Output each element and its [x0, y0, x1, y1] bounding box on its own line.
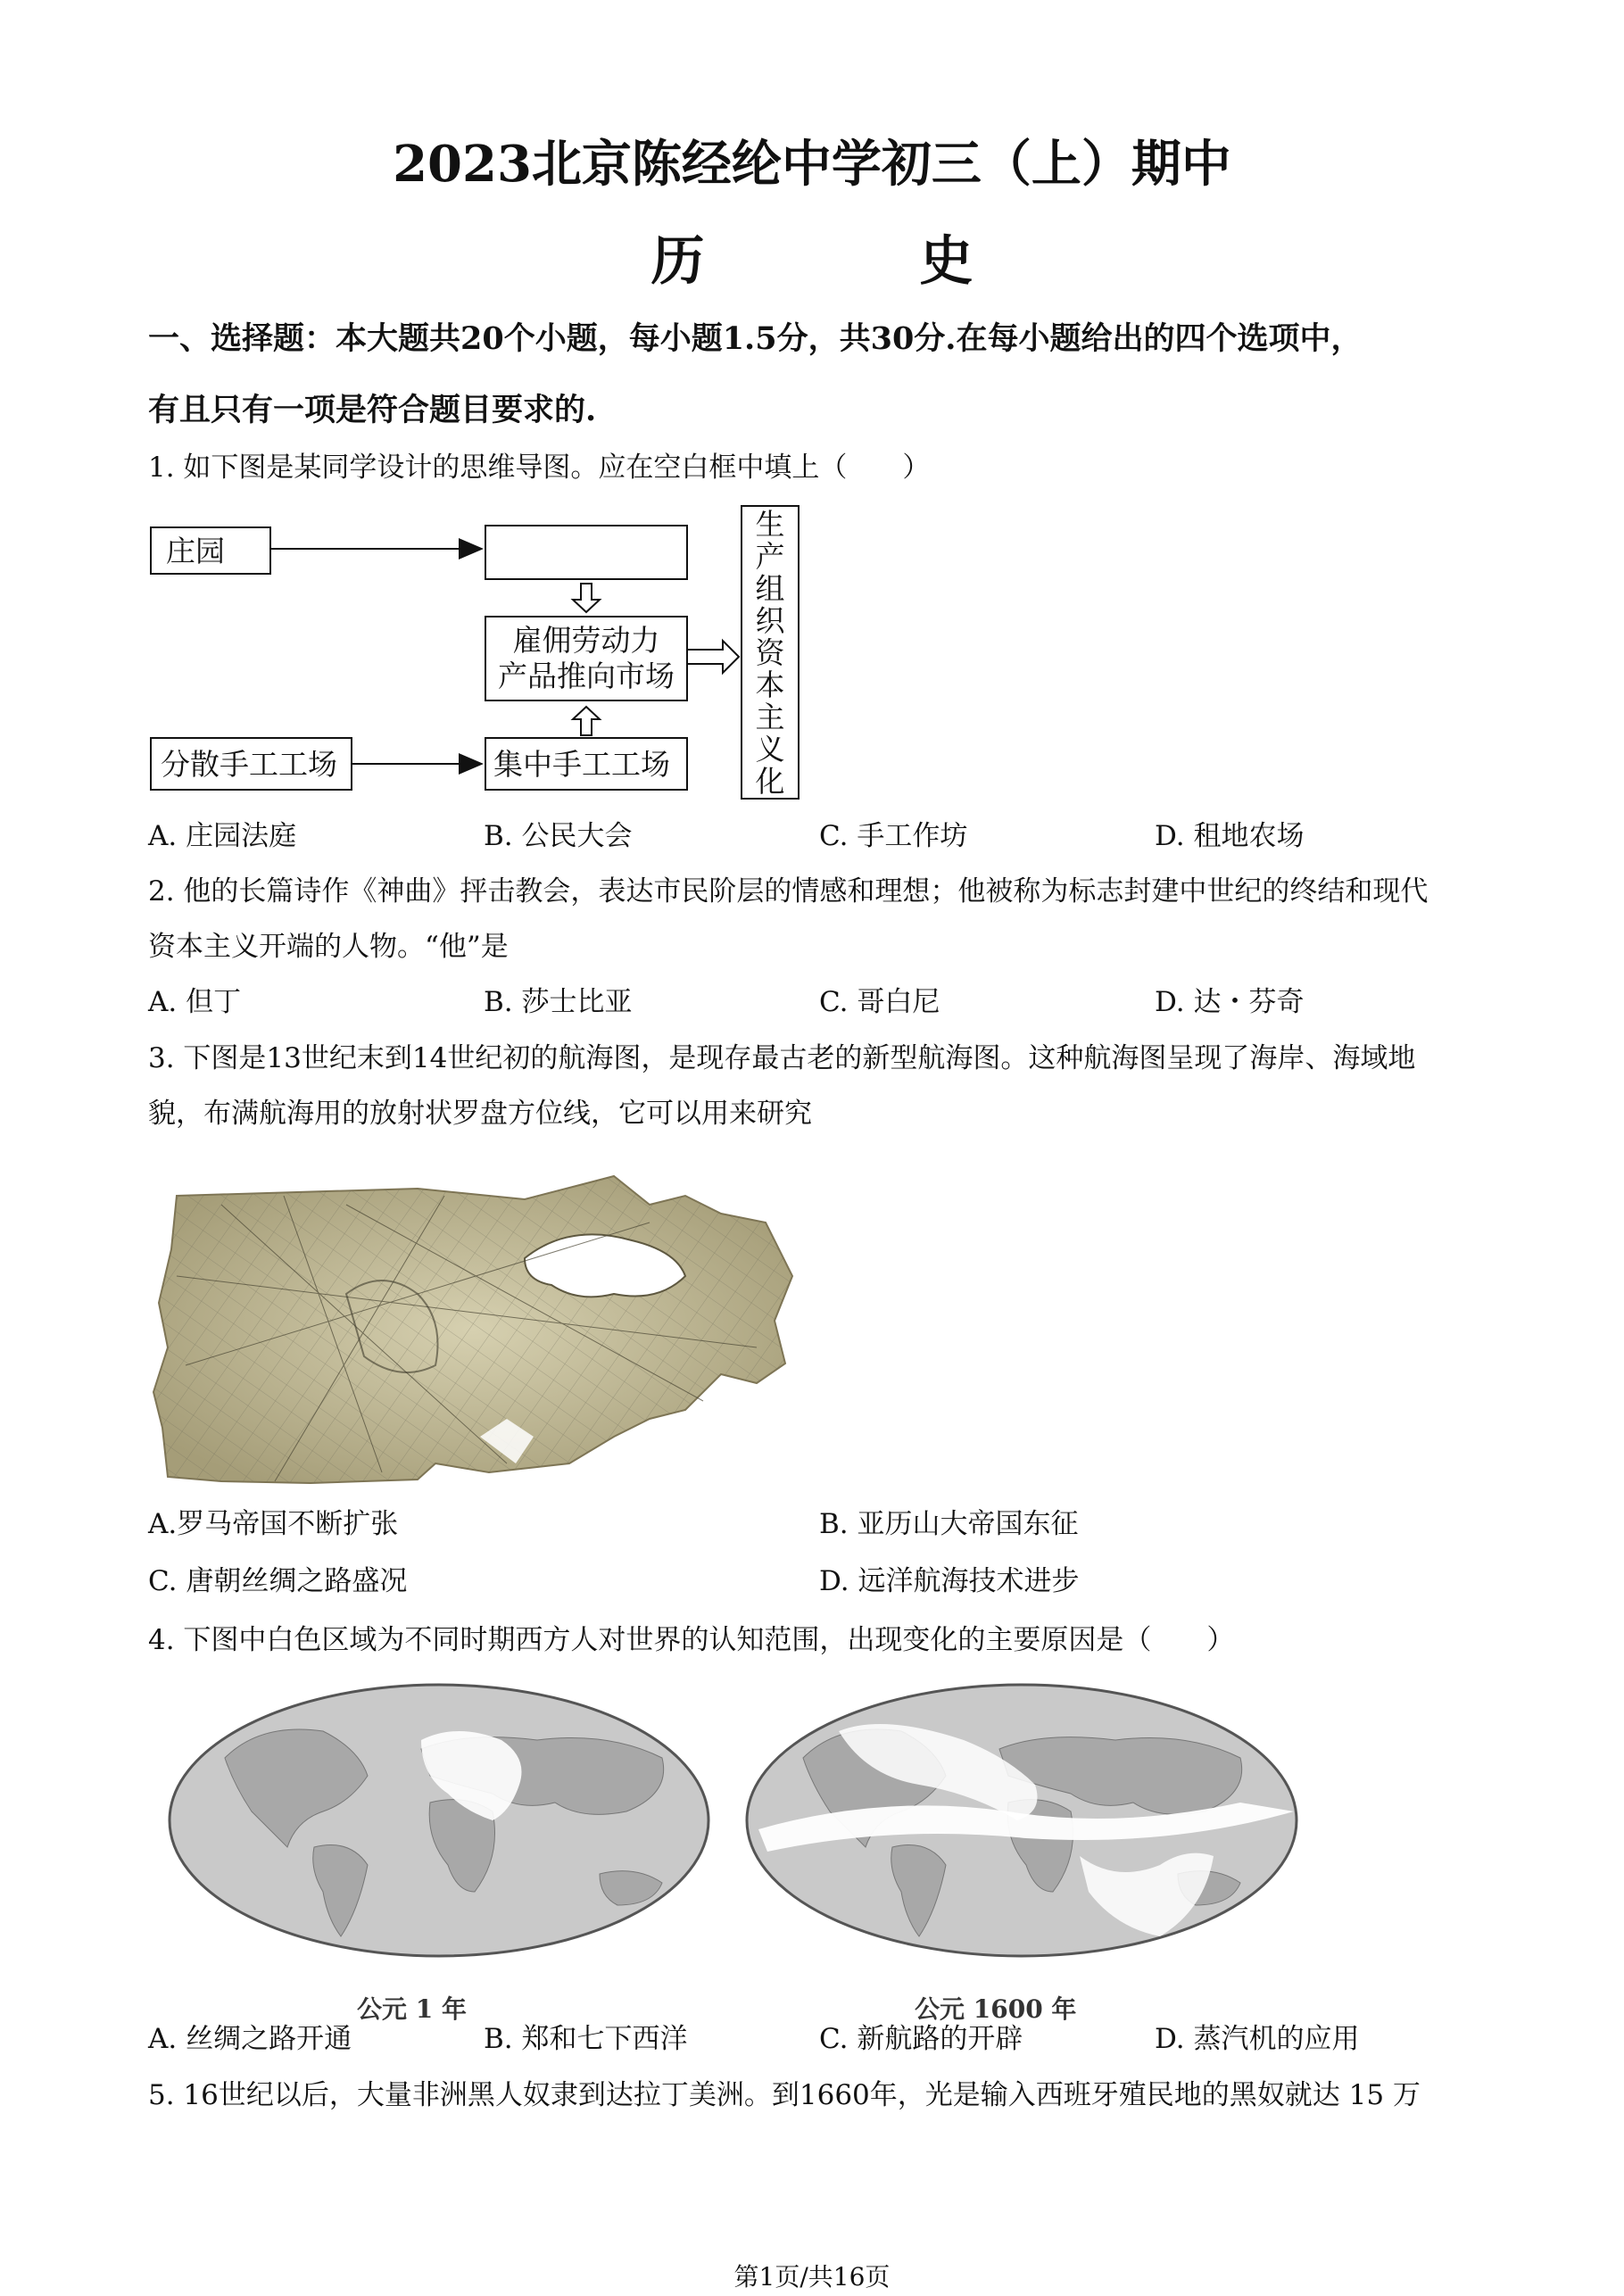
q2-option-d[interactable]: D. 达・芬奇 [1155, 986, 1305, 1018]
section-heading-line2: 有且只有一项是符合题目要求的. [148, 392, 597, 428]
vertical-char: 生 [755, 507, 785, 542]
world-map-ad1 [162, 1678, 716, 1981]
q1-mind-map [143, 500, 821, 803]
q4-option-d[interactable]: D. 蒸汽机的应用 [1155, 2023, 1360, 2055]
q3-option-b[interactable]: B. 亚历山大帝国东征 [819, 1508, 1079, 1540]
box-blank [485, 525, 688, 580]
box-fensan: 分散手工工场 [150, 737, 352, 791]
world-map-ad1600 [741, 1678, 1303, 1981]
section-heading-line1: 一、选择题：本大题共20个小题，每小题1.5分，共30分.在每小题给出的四个选项中， [148, 320, 1363, 357]
exam-title: 2023北京陈经纶中学初三（上）期中 [393, 135, 1231, 194]
q1-stem: 1. 如下图是某同学设计的思维导图。应在空白框中填上（ ） [148, 452, 931, 484]
q1-option-d[interactable]: D. 租地农场 [1155, 820, 1305, 852]
box-middle-line1: 雇佣劳动力 [512, 623, 660, 658]
box-vertical [741, 505, 800, 800]
map-caption-ad1600: 公元 1600 年 [915, 1994, 1077, 2024]
q1-option-a[interactable]: A. 庄园法庭 [148, 820, 297, 852]
q5-stem: 5. 16世纪以后，大量非洲黑人奴隶到达拉丁美洲。到1660年，光是输入西班牙殖民地的黑奴就达 15 万 [148, 2079, 1421, 2111]
q4-option-a[interactable]: A. 丝绸之路开通 [148, 2023, 352, 2055]
hollow-arrow-up [573, 707, 600, 735]
map-caption-ad1: 公元 1 年 [357, 1994, 467, 2024]
q4-stem: 4. 下图中白色区域为不同时期西方人对世界的认知范围，出现变化的主要原因是（ ） [148, 1624, 1235, 1656]
q3-option-a[interactable]: A.罗马帝国不断扩张 [148, 1508, 399, 1540]
q3-option-c[interactable]: C. 唐朝丝绸之路盛况 [148, 1565, 408, 1597]
box-jizhong: 集中手工工场 [485, 737, 688, 791]
q3-stem-line2: 貌，布满航海用的放射状罗盘方位线，它可以用来研究 [148, 1098, 812, 1130]
q2-option-b[interactable]: B. 莎士比亚 [484, 986, 633, 1018]
subject-title: 历 史 [650, 230, 1072, 293]
vertical-char: 织 [755, 603, 785, 638]
box-middle [485, 616, 688, 701]
q4-option-b[interactable]: B. 郑和七下西洋 [484, 2023, 688, 2055]
q3-stem-line1: 3. 下图是13世纪末到14世纪初的航海图，是现存最古老的新型航海图。这种航海图呈现了海岸、海域地 [148, 1042, 1416, 1074]
vertical-char: 资 [755, 635, 785, 670]
vertical-char: 义 [755, 732, 785, 767]
q2-option-c[interactable]: C. 哥白尼 [819, 986, 940, 1018]
vertical-char: 主 [755, 700, 785, 734]
hollow-arrow-down [573, 584, 600, 612]
q3-stem [148, 1031, 1487, 1141]
hollow-arrow-right [687, 641, 739, 673]
nautical-chart-image [150, 1169, 810, 1490]
box-middle-line2: 产品推向市场 [498, 659, 675, 693]
q1-option-c[interactable]: C. 手工作坊 [819, 820, 968, 852]
q4-option-c[interactable]: C. 新航路的开辟 [819, 2023, 1023, 2055]
q2-stem-line2: 资本主义开端的人物。“他”是 [148, 931, 509, 963]
box-zhuangyuan: 庄园 [150, 526, 271, 575]
q3-option-d[interactable]: D. 远洋航海技术进步 [819, 1565, 1080, 1597]
q1-option-b[interactable]: B. 公民大会 [484, 820, 633, 852]
vertical-char: 化 [755, 764, 785, 799]
vertical-char: 组 [755, 571, 785, 606]
vertical-char: 产 [755, 539, 785, 574]
section-heading [148, 303, 1487, 446]
q2-option-a[interactable]: A. 但丁 [148, 986, 242, 1018]
q2-stem-line1: 2. 他的长篇诗作《神曲》抨击教会，表达市民阶层的情感和理想；他被称为标志封建中世纪的终结和现代 [148, 875, 1429, 908]
q2-stem [148, 864, 1487, 974]
vertical-char: 本 [755, 667, 785, 702]
page-number: 第1页/共16页 [733, 2262, 891, 2292]
